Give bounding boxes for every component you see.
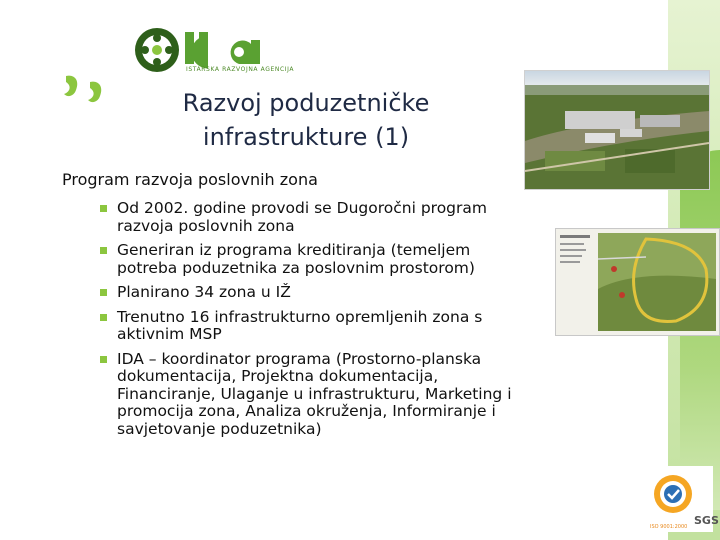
bullet-line: Generiran iz programa kreditiranja (temeljem bbox=[117, 241, 471, 259]
aerial-photo-industrial-zone bbox=[524, 70, 710, 190]
bullet-line: promocija zona, Analiza okruženja, Informiranje i bbox=[117, 402, 496, 420]
lead-text: Program razvoja poslovnih zona bbox=[62, 170, 318, 189]
bullet-square-icon bbox=[100, 314, 107, 321]
bullet-item bbox=[98, 200, 598, 235]
bullet-line: savjetovanje poduzetnika) bbox=[117, 419, 322, 438]
bullet-item bbox=[98, 309, 598, 344]
bullet-line: Od 2002. godine provodi se Dugoročni program bbox=[117, 199, 487, 217]
bullet-item bbox=[98, 242, 598, 277]
bullet-line: aktivnim MSP bbox=[117, 325, 222, 343]
bullet-item bbox=[98, 351, 598, 439]
bullet-square-icon bbox=[100, 289, 107, 296]
bullet-line: Financiranje, Ulaganje u infrastrukturu, Marketing i bbox=[117, 384, 512, 403]
bullet-square-icon bbox=[100, 205, 107, 212]
title-line-1: Razvoj poduzetničke bbox=[182, 89, 430, 117]
bullet-square-icon bbox=[100, 247, 107, 254]
bullet-list bbox=[98, 200, 598, 445]
sgs-certification-badge bbox=[647, 466, 719, 532]
bullet-line: Trenutno 16 infrastrukturno opremljenih zona s bbox=[117, 307, 483, 326]
bullet-line: dokumentacija, Projektna dokumentacija, bbox=[117, 367, 439, 385]
iso-standard-text: ISO 9001:2000 bbox=[650, 524, 688, 530]
title-line-2: infrastrukture (1) bbox=[202, 123, 410, 151]
bullet-square-icon bbox=[100, 356, 107, 363]
bullet-line: IDA – koordinator programa (Prostorno-planska bbox=[117, 349, 482, 368]
page-title bbox=[126, 86, 486, 154]
bullet-line: Planirano 34 zona u IŽ bbox=[117, 283, 291, 301]
logo-subtitle: ISTARSKA RAZVOJNA AGENCIJA bbox=[186, 66, 295, 73]
bullet-line: potreba poduzetnika za poslovnim prostorom) bbox=[117, 258, 475, 277]
bullet-item bbox=[98, 284, 598, 302]
sgs-brand-text: SGS bbox=[694, 514, 719, 527]
bullet-line: razvoja poslovnih zona bbox=[117, 216, 295, 235]
quote-mark-icon bbox=[60, 72, 116, 108]
